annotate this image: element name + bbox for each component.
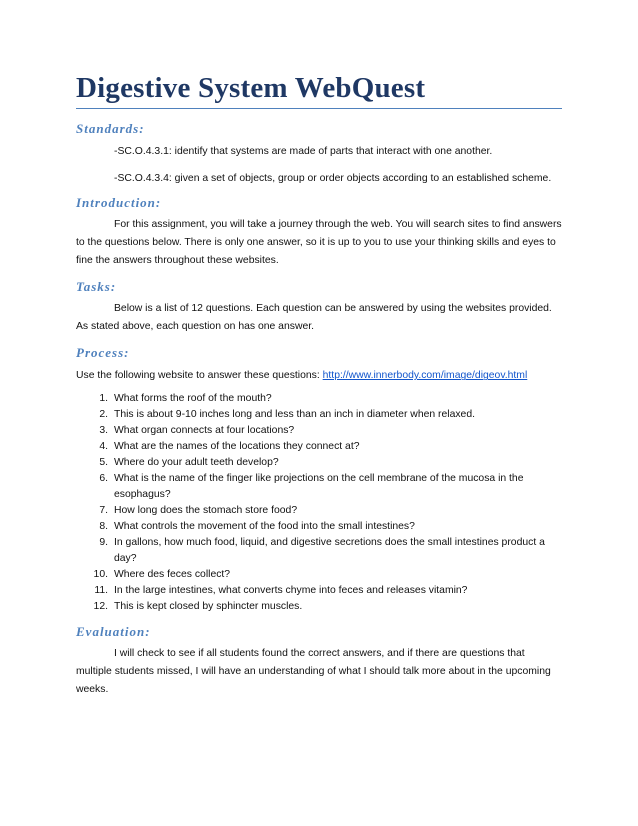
tasks-heading: Tasks: [76,279,117,295]
list-item [76,583,562,599]
question-number: 12. [93,601,108,613]
question-text: What controls the movement of the food into the small intestines? [114,521,415,533]
question-number: 5. [99,457,108,469]
process-intro-text: Use the following website to answer these questions: [76,370,323,382]
question-text: In the large intestines, what converts chyme into feces and releases vitamin? [114,585,468,597]
evaluation-text: I will check to see if all students found the correct answers, and if there are questions that multiple students missed, I will have an understanding of what I should talk more about in the upcoming weeks. [76,648,551,696]
question-text: How long does the stomach store food? [114,505,298,517]
evaluation-heading: Evaluation: [76,624,151,640]
list-item [76,423,562,439]
list-item [76,439,562,455]
question-number: 9. [99,537,108,549]
question-number: 8. [99,521,108,533]
page-title: Digestive System WebQuest [76,72,562,109]
list-item [76,391,562,407]
question-number: 3. [99,425,108,437]
tasks-text: Below is a list of 12 questions. Each question can be answered by using the websites provided. As stated above, each question on has one answer. [76,303,552,333]
list-item [76,519,562,535]
question-number: 1. [99,393,108,405]
question-text: Where do your adult teeth develop? [114,457,279,469]
question-text: This is kept closed by sphincter muscles. [114,601,303,613]
standard-item: -SC.O.4.3.1: identify that systems are made of parts that interact with one another. [114,146,493,158]
question-text: What organ connects at four locations? [114,425,295,437]
question-text: This is about 9-10 inches long and less than an inch in diameter when relaxed. [114,409,476,421]
innerbody-link[interactable]: http://www.innerbody.com/image/digeov.html [322,370,528,382]
question-number: 10. [93,569,108,581]
standards-heading: Standards: [76,121,145,137]
list-item [76,599,562,615]
list-item [76,503,562,519]
question-number: 7. [99,505,108,517]
question-text: What are the names of the locations they connect at? [114,441,360,453]
question-number: 4. [99,441,108,453]
introduction-heading: Introduction: [76,195,162,211]
process-intro [76,367,562,385]
introduction-text: For this assignment, you will take a journey through the web. You will search sites to find answers to the questions below. There is only one answer, so it is up to you to use your thinking skills and eyes to fine the answers throughout these websites. [76,219,562,267]
list-item [76,455,562,471]
process-heading: Process: [76,345,130,361]
question-text: In gallons, how much food, liquid, and digestive secretions does the small intestines product a day? [114,537,545,565]
standard-item: -SC.O.4.3.4: given a set of objects, group or order objects according to an established scheme. [114,173,552,185]
list-item [76,407,562,423]
question-text: Where des feces collect? [114,569,231,581]
list-item [76,471,562,503]
list-item [76,567,562,583]
question-number: 2. [99,409,108,421]
question-number: 11. [94,585,108,597]
list-item [76,535,562,567]
question-text: What forms the roof of the mouth? [114,393,272,405]
question-text: What is the name of the finger like projections on the cell membrane of the mucosa in the esophagus? [114,473,524,501]
question-list [76,391,562,615]
question-number: 6. [99,473,108,485]
